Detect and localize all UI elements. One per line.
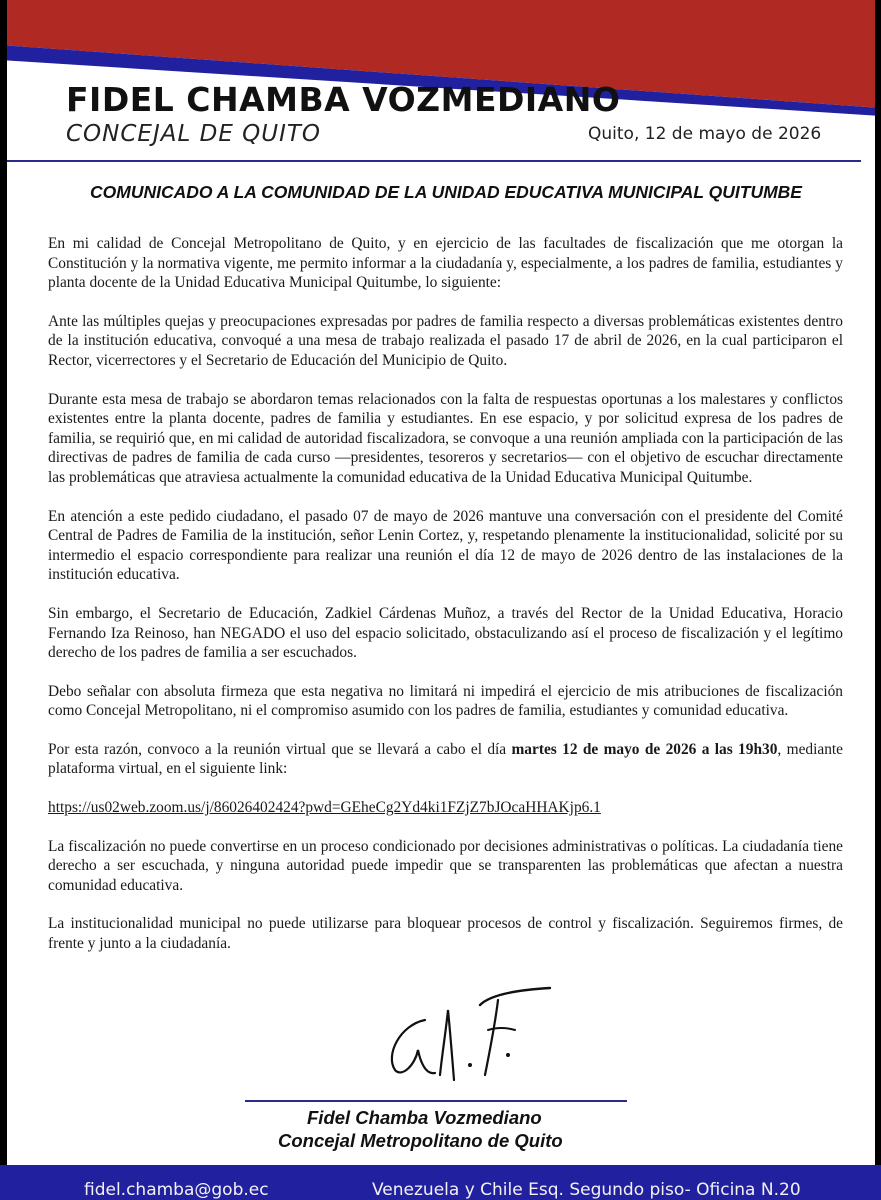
footer-address: Venezuela y Chile Esq. Segundo piso- Oficina N.20 — [372, 1180, 801, 1200]
communique-title: COMUNICADO A LA COMUNIDAD DE LA UNIDAD EDUCATIVA MUNICIPAL QUITUMBE — [90, 182, 802, 202]
body-paragraph: Sin embargo, el Secretario de Educación, Zadkiel Cárdenas Muñoz, a través del Rector de la Unidad Educativa, Horacio Fernando Iza Reinoso, han NEGADO el uso del espacio solicitado, obstaculizando así el proceso de fiscalización y el legítimo derecho de los padres de familia a ser escuchados. — [48, 604, 843, 662]
meeting-paragraph — [48, 740, 843, 779]
right-frame-border — [875, 0, 881, 1200]
body-paragraph: Debo señalar con absoluta firmeza que esta negativa no limitará ni impedirá el ejercicio de mis atribuciones de fiscalización como Concejal Metropolitano, ni el compromiso asumido con los padres de familia, estudiantes y comunidad educativa. — [48, 682, 843, 720]
body-paragraph: Durante esta mesa de trabajo se abordaron temas relacionados con la falta de respuestas oportunas a los malestares y conflictos existentes entre la planta docente, padres de familia y estudiantes. En ese espacio, y por solicitud expresa de los padres de familia, se requirió que, en mi calidad de autoridad fiscalizadora, se convoque a una reunión ampliada con la participación de las directivas de padres de familia de cada curso —presidentes, tesoreros y secretarios— con el objetivo de escuchar directamente las problemáticas que atraviesa actualmente la comunidad educativa de la Unidad Educativa Municipal Quitumbe. — [48, 390, 843, 486]
meeting-link-paragraph — [48, 798, 843, 818]
signatory-name: Fidel Chamba Vozmediano — [307, 1107, 542, 1128]
meeting-outro-text: , mediante plataforma virtual, en el siguiente link: — [48, 740, 844, 778]
document-date: Quito, 12 de mayo de 2026 — [588, 124, 822, 144]
left-frame-border — [0, 0, 7, 1200]
zoom-meeting-link[interactable]: https://us02web.zoom.us/j/86026402424?pwd=GEheCg2Yd4ki1FZjZ7bJOcaHHAKjp6.1 — [48, 799, 601, 817]
body-paragraph: En mi calidad de Concejal Metropolitano de Quito, y en ejercicio de las facultades de fiscalización que me otorgan la Constitución y la normativa vigente, me permito informar a la ciudadanía y, especialmente, a los padres de familia, estudiantes y planta docente de la Unidad Educativa Municipal Quitumbe, lo siguiente: — [48, 235, 843, 292]
body-paragraph: La institucionalidad municipal no puede utilizarse para bloquear procesos de control y fiscalización. Seguiremos firmes, de frente y junto a la ciudadanía. — [48, 915, 843, 953]
header-divider — [7, 160, 861, 162]
handwritten-signature — [380, 985, 560, 1085]
signature-line — [245, 1100, 627, 1102]
councillor-name-heading: FIDEL CHAMBA VOZMEDIANO — [66, 80, 621, 119]
councillor-role-subheading: CONCEJAL DE QUITO — [66, 121, 322, 147]
signatory-title: Concejal Metropolitano de Quito — [278, 1130, 563, 1151]
communique-body — [48, 234, 843, 973]
meeting-datetime: martes 12 de mayo de 2026 a las 19h30 — [511, 740, 778, 758]
meeting-intro-text: Por esta razón, convoco a la reunión virtual que se llevará a cabo el día — [48, 740, 512, 758]
body-paragraph: La fiscalización no puede convertirse en un proceso condicionado por decisiones administrativas o políticas. La ciudadanía tiene derecho a ser escuchada, y ninguna autoridad puede impedir que se transparenten las problemáticas que afectan a nuestra comunidad educativa. — [48, 837, 843, 894]
footer-email: fidel.chamba@gob.ec — [84, 1180, 269, 1200]
body-paragraph: Ante las múltiples quejas y preocupaciones expresadas por padres de familia respecto a diversas problemáticas existentes dentro de la institución educativa, convoqué a una mesa de trabajo realizada el pasado 17 de abril de 2026, en la cual participaron el Rector, vicerrectores y el Secretario de Educación del Municipio de Quito. — [48, 312, 843, 369]
body-paragraph: En atención a este pedido ciudadano, el pasado 07 de mayo de 2026 mantuve una conversación con el presidente del Comité Central de Padres de Familia de la institución, señor Lenin Cortez, y, respetando plenamente la institucionalidad, solicité por su intermedio el espacio correspondiente para realizar una reunión el día 12 de mayo de 2026 dentro de las instalaciones de la institución educativa. — [48, 507, 843, 584]
